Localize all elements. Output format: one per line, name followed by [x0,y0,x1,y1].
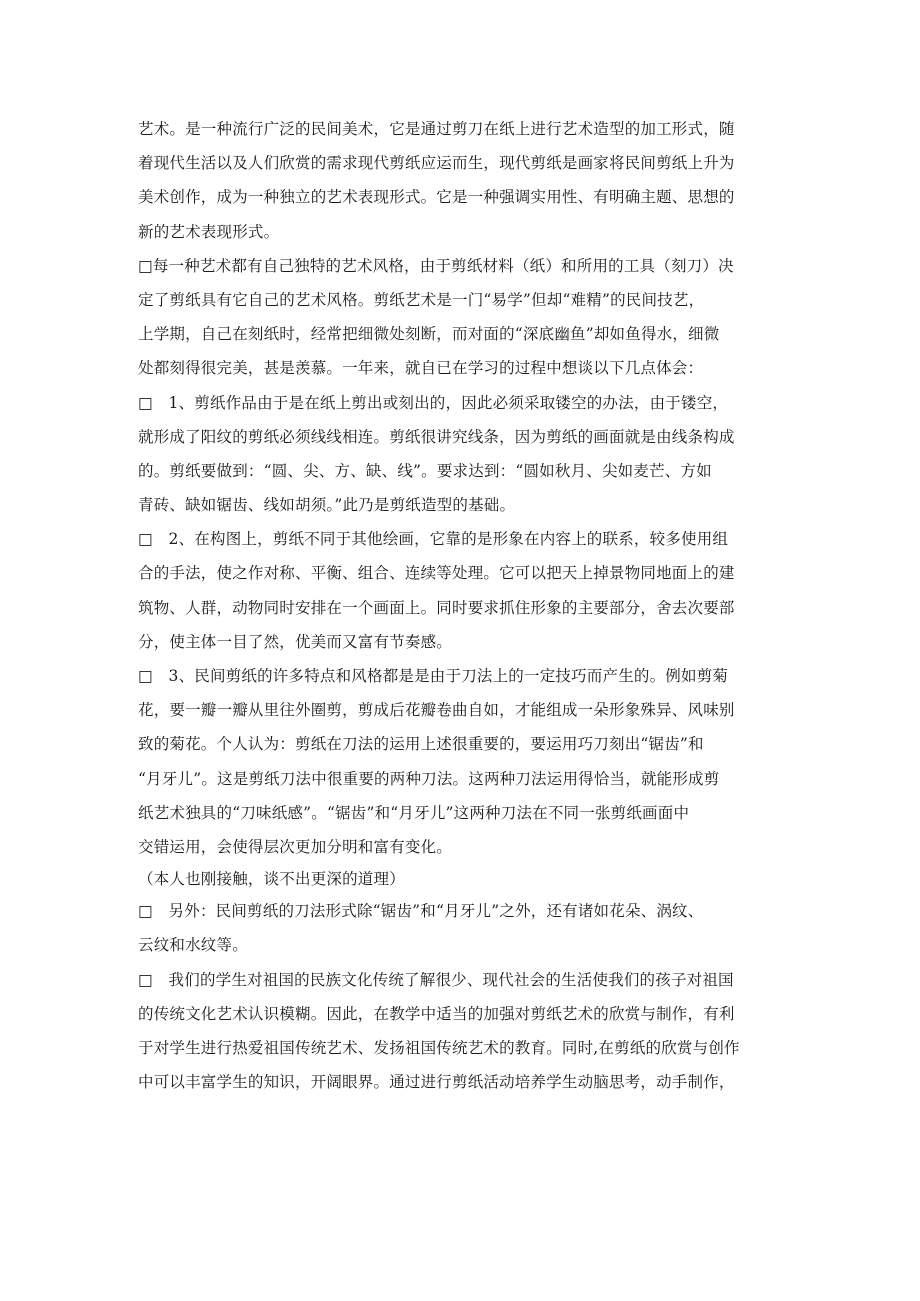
text-line: 纸艺术独具的“刀味纸感”。“锯齿”和“月牙儿”这两种刀法在不同一张剪纸画面中 [138,803,690,822]
text-line: 致的菊花。个人认为：剪纸在刀法的运用上述很重要的，要运用巧刀刻出“锯齿”和 [138,735,704,754]
text-line: 的传统文化艺术认识模糊。因此，在教学中适当的加强对剪纸艺术的欣赏与制作，有利 [138,1004,735,1023]
text-line: □ 3、民间剪纸的许多特点和风格都是是由于刀法上的一定技巧而产生的。例如剪菊 [138,667,729,685]
text-line: □ 1、剪纸作品由于是在纸上剪出或刻出的，因此必须采取镂空的办法，由于镂空， [138,393,729,412]
text-line: 分，使主体一目了然，优美而又富有节奏感。 [138,632,453,651]
text-line: 花，要一瓣一瓣从里往外圈剪，剪成后花瓣卷曲自如，才能组成一朵形象殊异、风味别 [138,701,735,720]
text-line: 就形成了阳纹的剪纸必须线线相连。剪纸很讲究线条，因为剪纸的画面就是由线条构成 [138,427,735,446]
text-line: 交错运用，会使得层次更加分明和富有变化。 [138,837,453,856]
text-line: 筑物、人群，动物同时安排在一个画面上。同时要求抓住形象的主要部分，舍去次要部 [138,598,735,617]
document-body [138,112,790,1099]
text-line: 着现代生活以及人们欣赏的需求现代剪纸应运而生，现代剪纸是画家将民间剪纸上升为 [138,154,735,173]
text-line: □ 另外：民间剪纸的刀法形式除“锯齿”和“月牙儿”之外，还有诸如花朵、涡纹、 [138,902,704,921]
text-line: 新的艺术表现形式。 [138,222,280,241]
text-line: 青砖、缺如锯齿、线如胡须。”此乃是剪纸造型的基础。 [138,496,516,515]
text-line: 中可以丰富学生的知识，开阔眼界。通过进行剪纸活动培养学生动脑思考，动手制作， [138,1073,735,1092]
text-line: 上学期，自己在刻纸时，经常把细微处刻断，而对面的“深底幽鱼”却如鱼得水，细微 [138,325,720,344]
text-line: □ 我们的学生对祖国的民族文化传统了解很少、现代社会的生活使我们的孩子对祖国 [138,970,734,989]
text-line: 云纹和水纹等。 [138,936,248,955]
text-line: 美术创作，成为一种独立的艺术表现形式。它是一种强调实用性、有明确主题、思想的 [138,188,735,207]
text-line: 定了剪纸具有它自己的艺术风格。剪纸艺术是一门“易学”但却“难精”的民间技艺， [138,290,705,309]
text-line: □ 2、在构图上，剪纸不同于其他绘画，它靠的是形象在内容上的联系，较多使用组 [138,530,729,549]
text-line: 于对学生进行热爱祖国传统艺术、发扬祖国传统艺术的教育。同时,在剪纸的欣赏与创作 [138,1038,740,1057]
text-line: 合的手法，使之作对称、平衡、组合、连续等处理。它可以把天上掉景物同地面上的建 [138,564,735,583]
text-line: 艺术。是一种流行广泛的民间美术，它是通过剪刀在纸上进行艺术造型的加工形式，随 [138,120,735,138]
text-line: □每一种艺术都有自己独特的艺术风格，由于剪纸材料（纸）和所用的工具（刻刀）决 [138,256,734,275]
text-line: （本人也刚接触，谈不出更深的道理） [138,870,405,889]
text-line: 处都刻得很完美，甚是羡慕。一年来，就自已在学习的过程中想谈以下几点体会： [138,359,704,378]
text-line: 的。剪纸要做到：“圆、尖、方、缺、线”。要求达到：“圆如秋月、尖如麦芒、方如 [138,461,712,480]
text-line: “月牙儿”。这是剪纸刀法中很重要的两种刀法。这两种刀法运用得恰当，就能形成剪 [138,769,720,788]
